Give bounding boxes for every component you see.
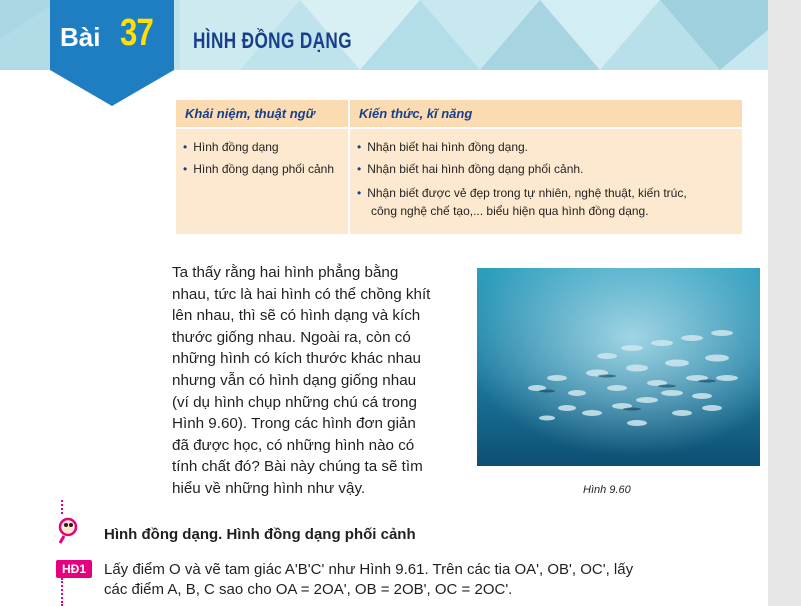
fish-school-photo	[477, 268, 760, 466]
margin-dotted-line	[61, 500, 63, 514]
concept-item: • Hình đồng dạng	[183, 140, 279, 154]
lesson-number: 37	[120, 12, 154, 54]
intro-line: hiểu về những hình như vậy.	[172, 479, 366, 497]
activity-line-1: Lấy điểm O và vẽ tam giác A'B'C' như Hình 9.61. Trên các tia OA', OB', OC', lấy	[104, 561, 634, 578]
intro-line: đã được học, có những hình nào có	[172, 436, 415, 454]
intro-line: nhưng vẫn có hình dạng giống nhau	[172, 371, 417, 389]
margin-dotted-line	[61, 578, 63, 606]
intro-paragraph	[172, 262, 470, 500]
skill-item: • Nhận biết hai hình đồng dạng.	[357, 140, 529, 154]
intro-line: tính chất đó? Bài này chúng ta sẽ tìm	[172, 458, 423, 476]
skill-item-continued: công nghệ chế tạo,... biểu hiện qua hình đồng dạng.	[371, 204, 649, 218]
skill-item: • Nhận biết được vẻ đẹp trong tự nhiên, nghệ thuật, kiến trúc,	[357, 186, 687, 200]
lesson-title: HÌNH ĐỒNG DẠNG	[193, 28, 352, 53]
concepts-cell	[176, 129, 348, 234]
intro-line: Hình 9.60). Trong các hình đơn giản	[172, 415, 416, 433]
intro-line: những hình có kích thước khác nhau	[172, 350, 421, 368]
objectives-table	[176, 100, 742, 234]
activity-line-2: các điểm A, B, C sao cho OA = 2OA', OB = 2OB', OC = 2OC'.	[104, 581, 513, 598]
intro-line: lên nhau, thì sẽ có hình dạng và kích	[172, 307, 421, 325]
concepts-header: Khái niệm, thuật ngữ	[176, 100, 348, 127]
skills-header: Kiến thức, kĩ năng	[350, 100, 742, 127]
concept-item: • Hình đồng dạng phối cảnh	[183, 162, 334, 176]
lesson-word: Bài	[60, 22, 101, 52]
skills-cell	[350, 129, 742, 234]
intro-line: (ví dụ hình chụp những chú cá trong	[172, 393, 417, 411]
intro-line: thước giống nhau. Ngoài ra, còn có	[172, 328, 411, 346]
lesson-badge-tail	[50, 70, 174, 106]
page-margin	[768, 0, 801, 606]
activity-badge: HĐ1	[56, 560, 92, 578]
figure-caption: Hình 9.60	[583, 484, 631, 496]
intro-line: nhau, tức là hai hình có thể chồng khít	[172, 285, 431, 303]
section-title: Hình đồng dạng. Hình đồng dạng phối cảnh	[104, 526, 416, 543]
intro-line: Ta thấy rằng hai hình phẳng bằng	[172, 264, 399, 281]
magnifier-icon	[56, 514, 80, 544]
skill-item: • Nhận biết hai hình đồng dạng phối cảnh.	[357, 162, 584, 176]
